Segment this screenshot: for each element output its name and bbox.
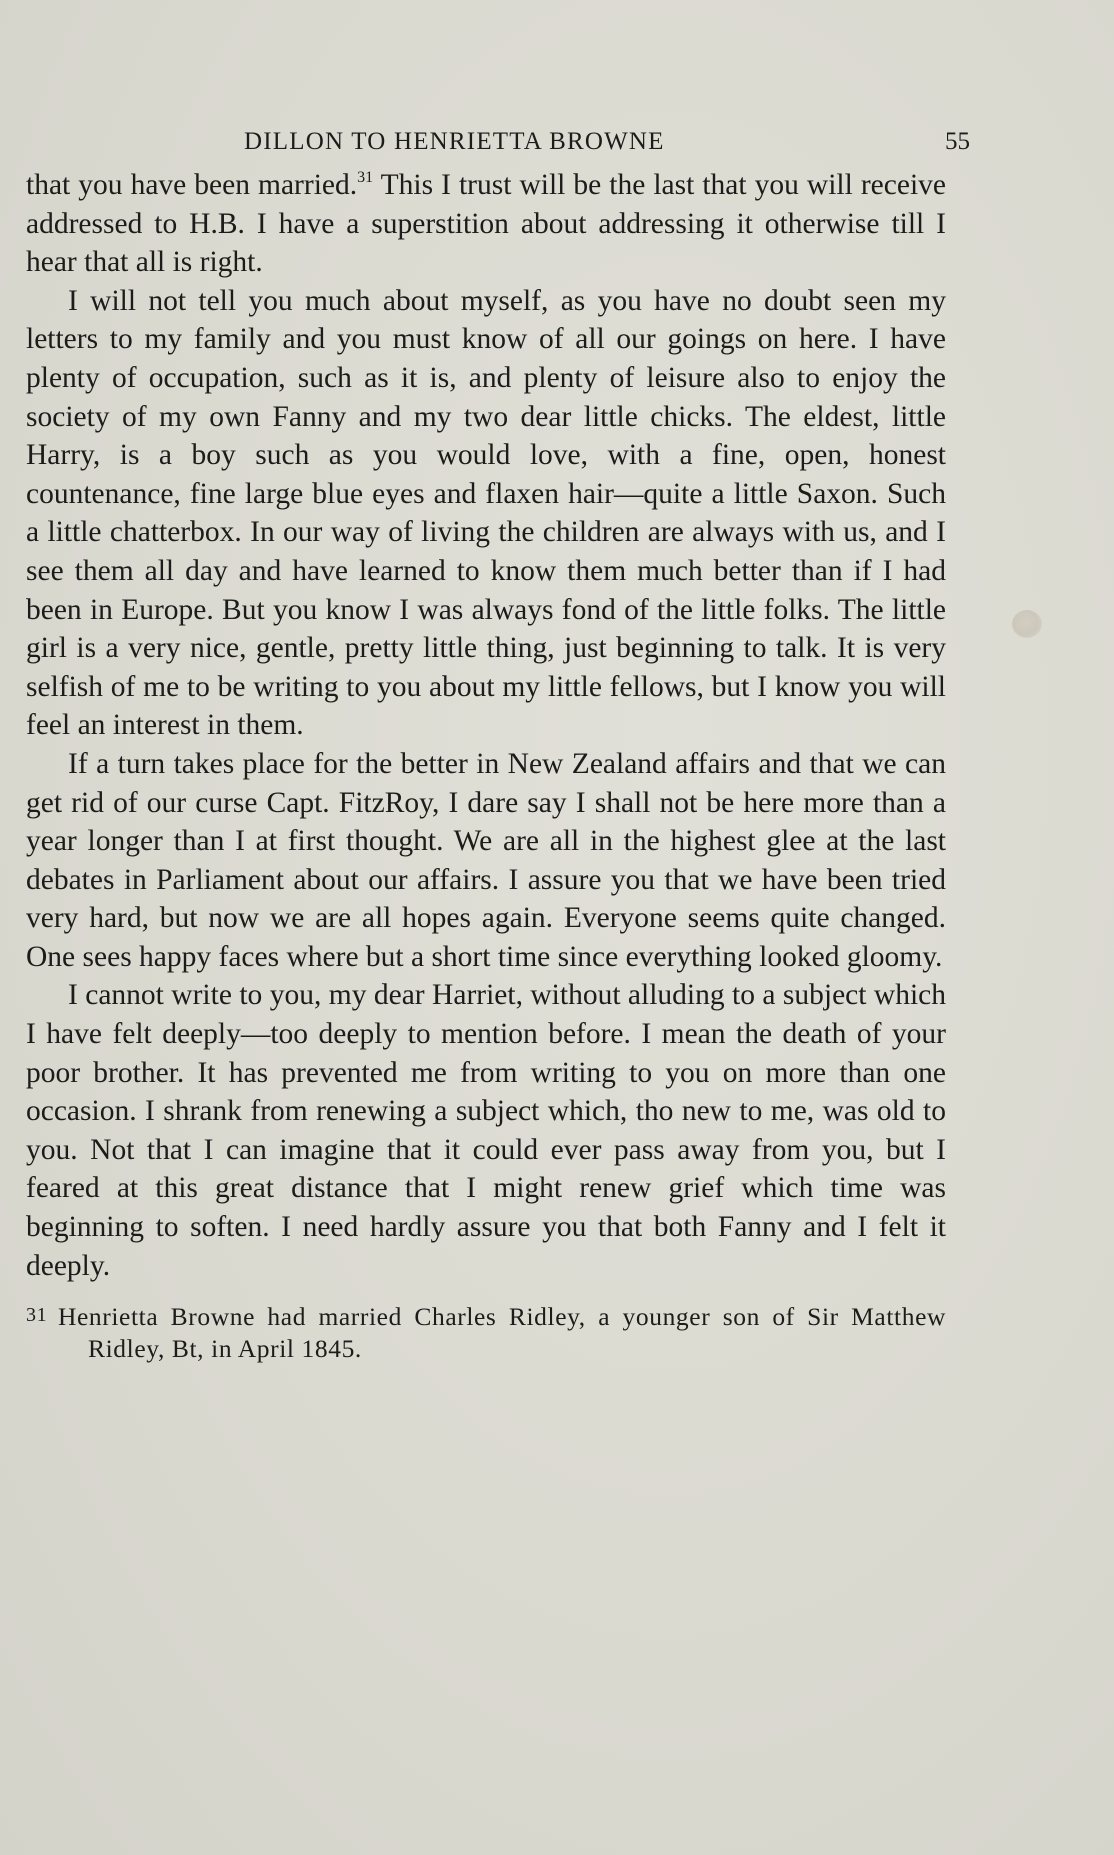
- paragraph-1: [26, 166, 946, 282]
- letter-body: [26, 166, 946, 1285]
- paper-stain: [1012, 610, 1042, 638]
- page-number: 55: [945, 128, 970, 155]
- paragraph-1-continued: This I trust will be the last that you will receive addressed to H.B. I have a superstition about addressing it otherwise till I hear that all is right.: [26, 169, 946, 279]
- running-head-title: DILLON TO HENRIETTA BROWNE: [244, 128, 665, 155]
- footnote-number: 31: [26, 1304, 48, 1327]
- paragraph-3: If a turn takes place for the better in New Zealand affairs and that we can get rid of our curse Capt. FitzRoy, I dare say I shall not be here more than a year longer than I at first thought. We are all in the highest glee at the last debates in Parliament about our affairs. I assure you that we have been tried very hard, but now we are all hopes again. Everyone seems quite changed. One sees happy faces where but a short time since everything looked gloomy.: [26, 747, 946, 973]
- footnote-ref-31: 31: [357, 169, 374, 186]
- paragraph-1-text: that you have been married.: [26, 169, 358, 201]
- paragraph-2: I will not tell you much about myself, as you have no doubt seen my letters to my family and you must know of all our goings on here. I have plenty of occupation, such as it is, and plenty of leisure also to enjoy the society of my own Fanny and my two dear little chicks. The eldest, little Harry, is a boy such as you would love, with a fine, open, honest countenance, fine large blue eyes and flaxen hair—quite a little Saxon. Such a little chatterbox. In our way of living the children are always with us, and I see them all day and have learned to know them much better than if I had been in Europe. But you know I was always fond of the little folks. The little girl is a very nice, gentle, pretty little thing, just beginning to talk. It is very selfish of me to be writing to you about my little fellows, but I know you will feel an interest in them.: [26, 284, 946, 742]
- page-content: [26, 120, 970, 1365]
- paragraph-4: I cannot write to you, my dear Harriet, without alluding to a subject which I have felt deeply—too deeply to mention before. I mean the death of your poor brother. It has prevented me from writing to you on more than one occasion. I shrank from renewing a subject which, tho new to me, was old to you. Not that I can imagine that it could ever pass away from you, but I feared at this great distance that I might renew grief which time was beginning to soften. I need hardly assure you that both Fanny and I felt it deeply.: [26, 979, 946, 1282]
- footnotes: [26, 1299, 946, 1365]
- running-head: [26, 120, 970, 166]
- footnote-text: Henrietta Browne had married Charles Ridley, a younger son of Sir Matthew Ridley, Bt, in April 1845.: [58, 1302, 946, 1364]
- footnote-31: [26, 1299, 946, 1365]
